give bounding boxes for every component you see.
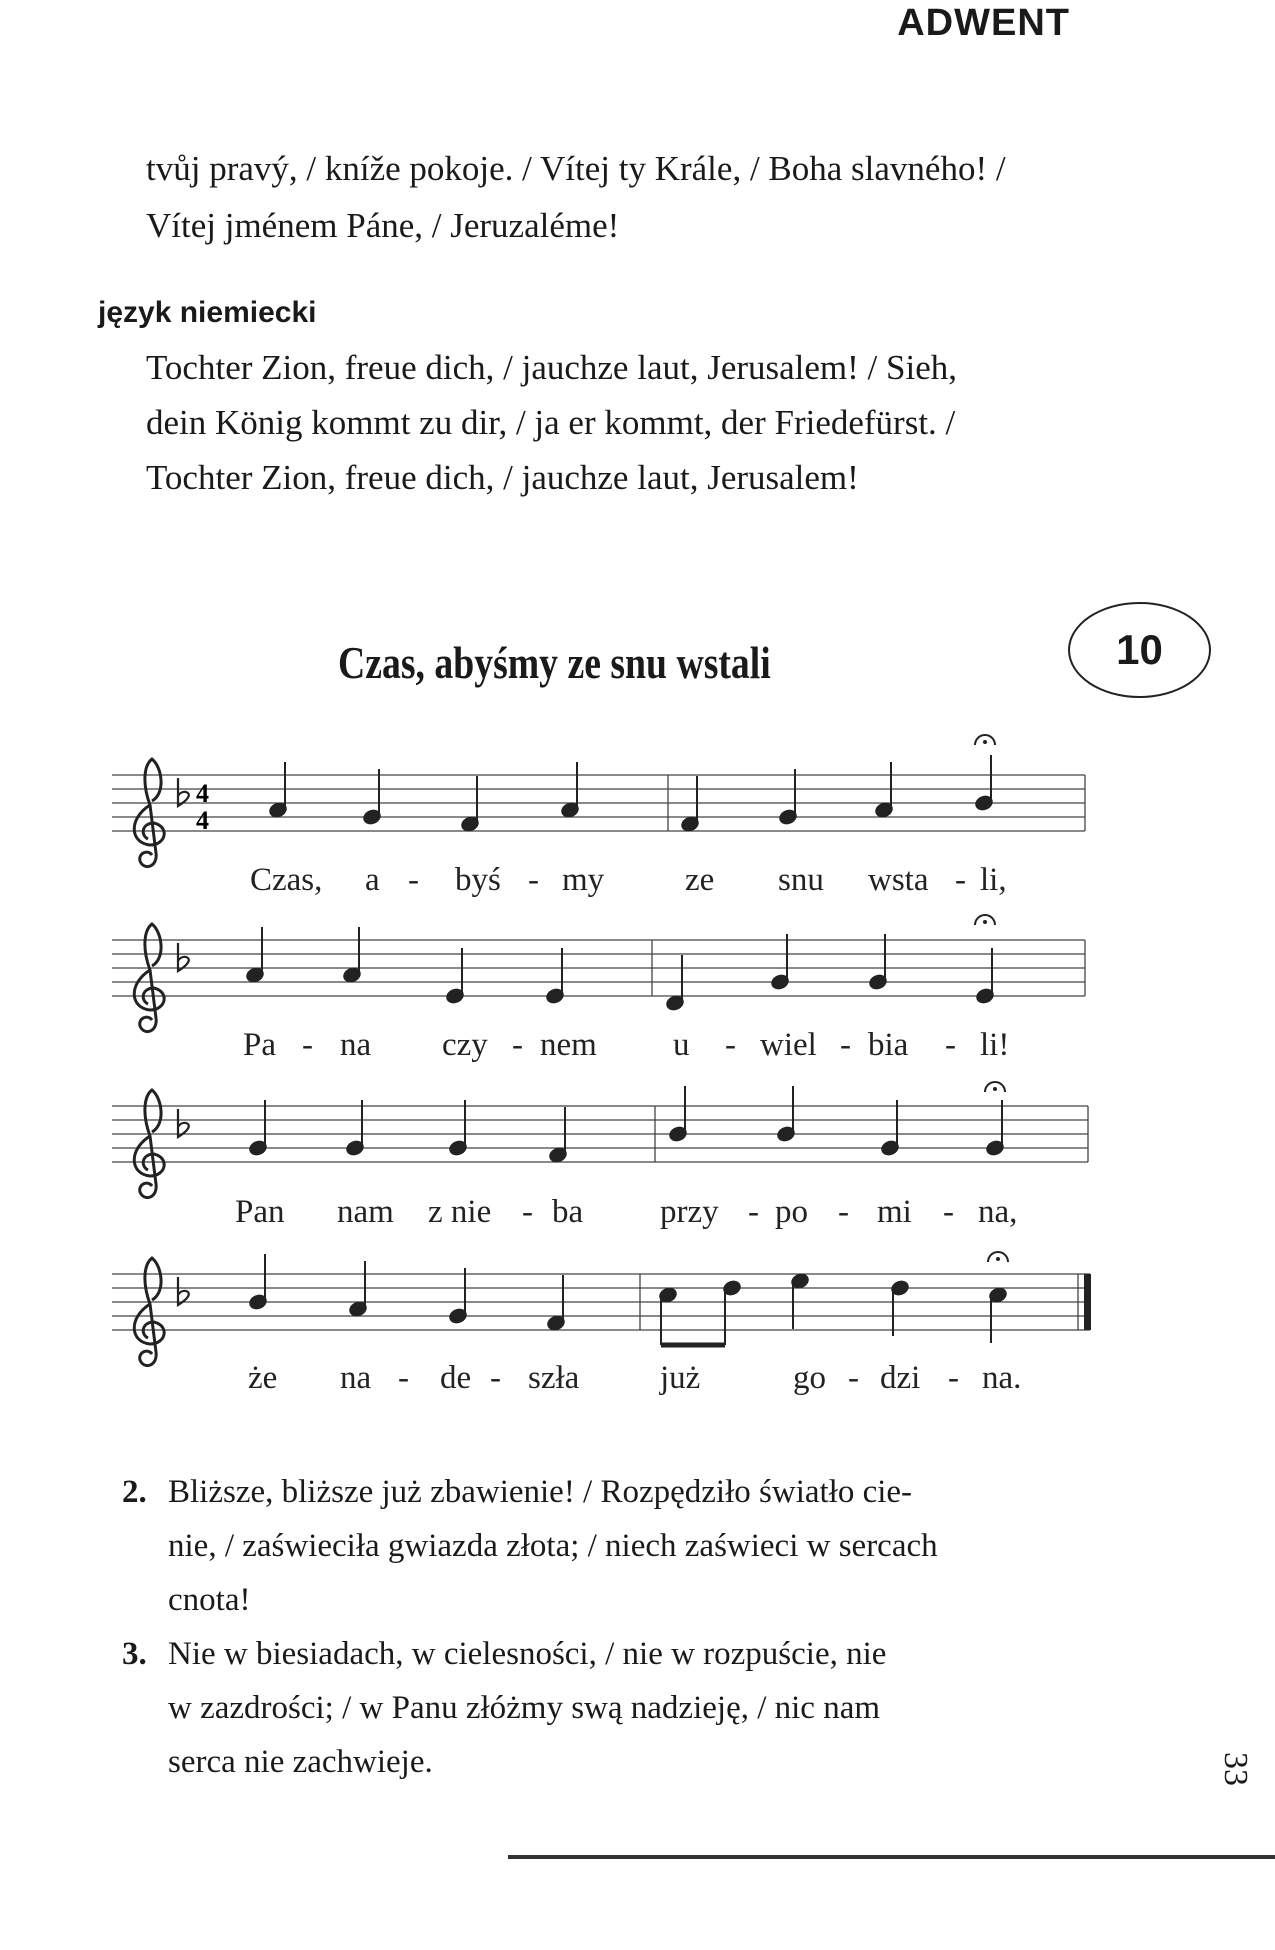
time-sig-denominator: 4 [196,806,209,835]
hyphen: - [955,862,966,898]
final-barline [1084,1274,1091,1330]
german-line: Tochter Zion, freue dich, / jauchze laut, Jerusalem! [146,458,859,497]
hyphen: - [725,1027,736,1063]
syllable: nam [337,1194,394,1230]
syllable: my [562,862,605,898]
syllable: na [340,1027,372,1063]
syllable: snu [778,862,824,898]
syllable: po [775,1194,808,1230]
hyphen: - [943,1194,954,1230]
staff-system-4 [112,1252,1091,1366]
lyrics-line-3 [235,1194,1017,1230]
hyphen: - [490,1360,501,1396]
syllable: u [673,1027,690,1063]
syllable: de [440,1360,472,1396]
song-number: 10 [1116,626,1163,673]
syllable: byś [455,862,501,898]
staff-system-1 [112,735,1085,867]
verse-number: 2. [122,1474,147,1510]
czech-line: Vítej jménem Páne, / Jeruzaléme! [146,206,620,245]
syllable: bia [868,1027,909,1063]
flat-icon [178,1277,189,1305]
german-line: Tochter Zion, freue dich, / jauchze laut, Jerusalem! / Sieh, [146,348,957,387]
language-heading: język niemiecki [98,296,317,329]
page-number: 33 [1217,1752,1254,1786]
syllable: dzi [880,1360,921,1396]
syllable: na. [982,1360,1022,1396]
syllable: że [248,1360,278,1396]
syllable: wiel [760,1027,817,1063]
syllable: szła [528,1360,580,1396]
syllable: Pa [243,1027,276,1063]
verse-line: cnota! [168,1582,251,1618]
german-line: dein König kommt zu dir, / ja er kommt, der Friedefürst. / [146,403,956,442]
hyphen: - [408,862,419,898]
hyphen: - [838,1194,849,1230]
syllable: na, [978,1194,1018,1230]
hyphen: - [848,1360,859,1396]
hyphen: - [948,1360,959,1396]
syllable: na [340,1360,372,1396]
verse-line: w zazdrości; / w Panu złóżmy swą nadzieję, / nic nam [168,1690,881,1726]
lyrics-line-4 [248,1360,1021,1396]
staff-system-3 [112,1082,1088,1198]
syllable: ze [685,862,715,898]
syllable: li! [980,1027,1010,1063]
syllable: przy [660,1194,719,1230]
syllable: Czas, [250,862,323,898]
verse-2 [122,1465,1112,1627]
time-sig-numerator: 4 [196,779,209,808]
flat-icon [178,943,189,971]
syllable: nem [540,1027,597,1063]
syllable: Pan [235,1194,285,1230]
flat-icon [178,778,189,806]
verse-line: Nie w biesiadach, w cielesności, / nie w rozpuście, nie [168,1636,887,1672]
syllable: z nie [428,1194,492,1230]
lyrics-line-2 [243,1027,1009,1063]
verse-line: nie, / zaświeciła gwiazda złota; / niech zaświeci w sercach [168,1528,938,1564]
czech-line: tvůj pravý, / kníže pokoje. / Vítej ty Krále, / Boha slavného! / [146,149,1006,188]
hyphen: - [528,862,539,898]
flat-icon [178,1109,189,1137]
hyphen: - [840,1027,851,1063]
verse-line: serca nie zachwieje. [168,1744,433,1780]
verses [122,1465,1112,1789]
syllable: wsta [868,862,929,898]
verse-number: 3. [122,1636,147,1672]
bottom-rule [508,1855,1275,1859]
hyphen: - [522,1194,533,1230]
syllable: ba [552,1194,584,1230]
verse-line: Bliższe, bliższe już zbawienie! / Rozpędziło światło cie- [168,1474,913,1510]
staff-system-2 [112,915,1085,1032]
hyphen: - [398,1360,409,1396]
hyphen: - [512,1027,523,1063]
hyphen: - [748,1194,759,1230]
lyrics-line-1 [250,862,1007,898]
syllable: go [793,1360,826,1396]
syllable: a [365,862,380,898]
hyphen: - [945,1027,956,1063]
song-title: Czas, abyśmy ze snu wstali [338,637,771,688]
section-header: ADWENT [897,2,1070,44]
syllable: li, [980,862,1007,898]
hyphen: - [302,1027,313,1063]
verse-3 [122,1627,1112,1789]
syllable: już [660,1360,701,1396]
syllable: czy [442,1027,488,1063]
syllable: mi [877,1194,912,1230]
